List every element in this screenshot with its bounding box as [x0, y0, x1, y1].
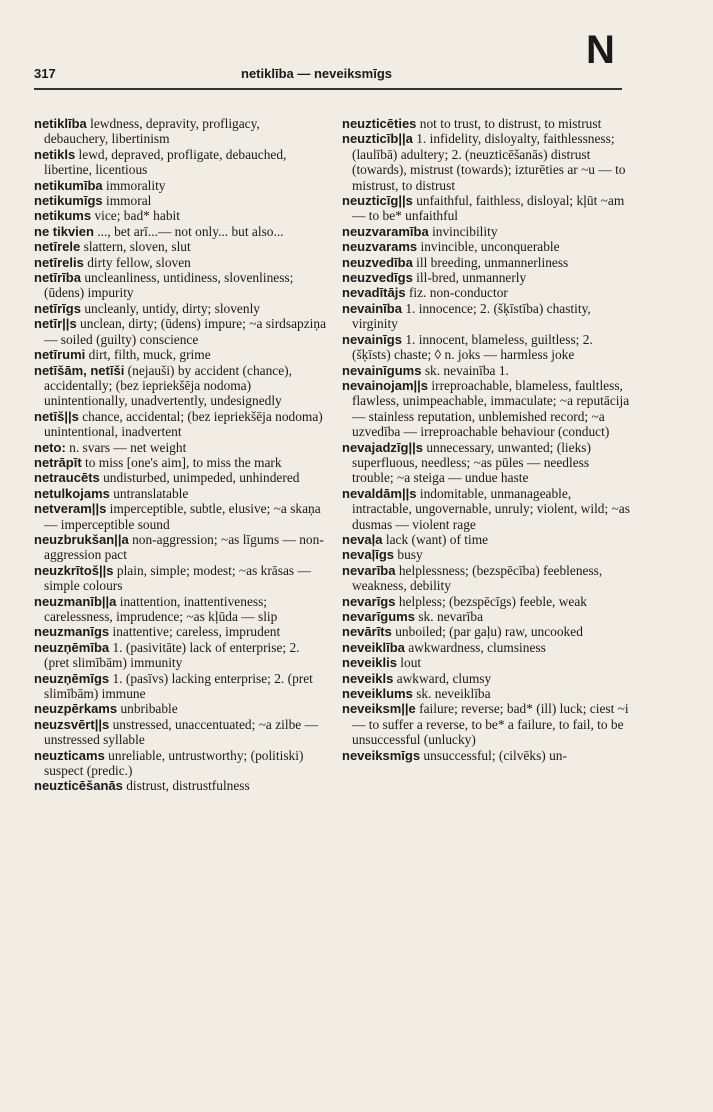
dictionary-entry: [34, 532, 326, 563]
entry-definition: helpless; (bezspēcīgs) feeble, weak: [398, 593, 587, 609]
entry-definition: invincible, unconquerable: [420, 239, 560, 255]
entry-definition: (nejauši) by accident (chance), accidentally; (bez iepriekšēja nodoma) unintentionally, unadvertently, undesignedly: [44, 362, 292, 409]
dictionary-entry: [34, 301, 326, 316]
entry-headword: netiklība: [34, 116, 87, 131]
dictionary-entry: [34, 116, 326, 147]
entry-definition: dirty fellow, sloven: [87, 254, 191, 270]
dictionary-entry: [342, 131, 632, 193]
dictionary-entry: [342, 255, 632, 270]
entry-headword: netulkojams: [34, 485, 110, 501]
dictionary-entry: [342, 609, 632, 624]
entry-headword: neuzticams: [34, 747, 105, 763]
dictionary-entry: [34, 440, 326, 455]
entry-definition: sk. neveiklība: [416, 686, 491, 702]
entry-definition: slattern, sloven, slut: [83, 239, 191, 255]
entry-definition: sk. nevarība: [418, 609, 484, 624]
dictionary-entry: [34, 193, 326, 208]
entry-definition: unboiled; (par gaļu) raw, uncooked: [395, 624, 583, 640]
section-letter: N: [586, 28, 615, 72]
dictionary-entry: [34, 147, 326, 178]
dictionary-entry: [34, 178, 326, 193]
dictionary-entry: [34, 316, 326, 347]
entry-headword: nevajadzīg||s: [342, 439, 423, 455]
entry-headword: neuzsvērt||s: [34, 716, 110, 732]
dictionary-entry: [34, 748, 326, 779]
entry-headword: neveikls: [342, 670, 394, 686]
entry-definition: sk. nevainība 1.: [424, 362, 509, 378]
dictionary-entry: [34, 270, 326, 301]
entry-headword: netikumīgs: [34, 193, 103, 209]
entry-headword: neuzticēties: [342, 116, 417, 131]
dictionary-entry: [342, 594, 632, 609]
dictionary-entry: [34, 640, 326, 671]
dictionary-entry: [342, 640, 632, 655]
entry-headword: netīrumi: [34, 347, 86, 363]
entry-definition: unbribable: [120, 701, 178, 717]
entry-headword: nevarīgums: [342, 609, 415, 624]
entry-definition: ..., bet arī...— not only... but also...: [97, 223, 284, 239]
entry-headword: netraucēts: [34, 470, 100, 486]
dictionary-entry: [342, 655, 632, 670]
entry-definition: undisturbed, unimpeded, unhindered: [103, 470, 300, 486]
dictionary-entry: [342, 486, 632, 532]
dictionary-entry: [34, 563, 326, 594]
entry-headword: neveiklis: [342, 655, 397, 671]
entry-definition: invincibility: [432, 223, 498, 239]
entry-headword: nevaļa: [342, 531, 383, 547]
entry-definition: vice; bad* habit: [94, 208, 180, 224]
entry-definition: fiz. non-conductor: [408, 285, 508, 301]
entry-headword: ne tikvien: [34, 223, 94, 239]
dictionary-entry: [34, 409, 326, 440]
entry-definition: awkward, clumsy: [396, 670, 492, 686]
entry-headword: nevainīgs: [342, 331, 402, 347]
dictionary-entry: [34, 778, 326, 793]
entry-headword: netikumība: [34, 177, 103, 193]
page-number: 317: [34, 66, 56, 81]
header-rule: [34, 88, 622, 90]
entry-definition: 1. innocence; 2. (šķīstība) chastity, virginity: [352, 300, 591, 332]
entry-headword: netīšām, netīši: [34, 362, 125, 378]
entry-definition: 1. (pasīvs) lacking enterprise; 2. (pret slimībām) immune: [44, 670, 313, 702]
dictionary-entry: [34, 594, 326, 625]
entry-headword: neveiklība: [342, 639, 405, 655]
entry-definition: n. svars — net weight: [69, 439, 187, 455]
entry-definition: uncleanliness, untidiness, slovenliness; (ūdens) impurity: [44, 270, 294, 301]
entry-headword: neuzpērkams: [34, 701, 118, 717]
dictionary-entry: [34, 624, 326, 639]
dictionary-entry: [34, 363, 326, 409]
entry-headword: netrāpīt: [34, 454, 82, 470]
entry-definition: 1. infidelity, disloyalty, faithlessness; (laulībā) adultery; 2. (neuzticēšanās) distrust (towards), mistrust (towards); izturēties ar ~u — to mistrust, to distrust: [352, 131, 626, 193]
entry-headword: neuzticēšanās: [34, 778, 123, 794]
entry-headword: netīrība: [34, 270, 81, 286]
entry-definition: unfaithful, faithless, disloyal; kļūt ~am — to be* unfaithful: [352, 193, 625, 224]
entry-headword: neuzbrukšan||a: [34, 531, 129, 547]
left-column: [34, 116, 326, 794]
dictionary-entry: [342, 285, 632, 300]
entry-headword: neuzvedīgs: [342, 270, 413, 286]
dictionary-entry: [342, 270, 632, 285]
dictionary-entry: [342, 116, 632, 131]
entry-definition: 1. (pasivitāte) lack of enterprise; 2. (pret slimībām) immunity: [44, 639, 300, 671]
entry-definition: unsuccessful; (cilvēks) un-: [423, 747, 567, 763]
entry-definition: uncleanly, untidy, dirty; slovenly: [84, 300, 260, 316]
dictionary-entry: [342, 686, 632, 701]
entry-headword: neuzvedība: [342, 254, 413, 270]
entry-definition: unreliable, untrustworthy; (politiski) suspect (predic.): [44, 747, 304, 779]
entry-headword: netīr||s: [34, 316, 77, 332]
entry-headword: netīrele: [34, 239, 81, 255]
entry-definition: awkwardness, clumsiness: [408, 639, 546, 655]
entry-definition: plain, simple; modest; ~as krāsas — simple colours: [44, 562, 311, 594]
entry-definition: inattentive; careless, imprudent: [112, 624, 281, 640]
entry-definition: unnecessary, unwanted; (lieks) superfluous, needless; ~as pūles — needless trouble; ~a steiga — undue haste: [352, 439, 591, 486]
dictionary-entry: [342, 624, 632, 639]
dictionary-entry: [342, 193, 632, 224]
entry-definition: lout: [400, 655, 422, 671]
dictionary-entry: [34, 486, 326, 501]
dictionary-entry: [34, 455, 326, 470]
dictionary-entry: [342, 440, 632, 486]
entry-headword: neuzvaramība: [342, 223, 429, 239]
dictionary-entry: [34, 208, 326, 223]
entry-headword: nevarīgs: [342, 593, 396, 609]
entry-headword: neuzticīg||s: [342, 193, 413, 209]
entry-headword: neuzkrītoš||s: [34, 562, 114, 578]
entry-headword: neveiksmīgs: [342, 747, 421, 763]
entry-headword: netīrelis: [34, 254, 84, 270]
entry-headword: netveram||s: [34, 501, 107, 517]
entry-headword: neveiksm||e: [342, 701, 416, 717]
running-head: netiklība — neveiksmīgs: [241, 66, 393, 81]
dictionary-entry: [34, 501, 326, 532]
entry-headword: neuzņēmība: [34, 639, 110, 655]
dictionary-entry: [342, 563, 632, 594]
entry-headword: neuzticīb||a: [342, 131, 413, 147]
dictionary-entry: [34, 717, 326, 748]
dictionary-entry: [342, 671, 632, 686]
entry-definition: unclean, dirty; (ūdens) impure; ~a sirdsapziņa — soiled (guilty) conscience: [44, 316, 327, 347]
entry-definition: failure; reverse; bad* (ill) luck; ciest ~i — to suffer a reverse, to be* a failure, to fail, to be unsuccessful (unlucky): [352, 701, 629, 748]
entry-headword: netīrīgs: [34, 300, 81, 316]
entry-headword: nevadītājs: [342, 285, 406, 301]
dictionary-entry: [34, 671, 326, 702]
entry-definition: dirt, filth, muck, grime: [88, 347, 211, 363]
entry-definition: indomitable, unmanageable, intractable, ungovernable, unruly; violent, wild; ~as dusmas — violent rage: [352, 485, 630, 532]
entry-definition: ill-bred, unmannerly: [416, 270, 527, 286]
dictionary-entry: [34, 239, 326, 254]
entry-definition: inattention, inattentiveness; carelessness, imprudence; ~as kļūda — slip: [44, 593, 278, 624]
dictionary-entry: [342, 748, 632, 763]
dictionary-entry: [342, 239, 632, 254]
dictionary-entry: [342, 378, 632, 440]
entry-headword: neveiklums: [342, 686, 413, 702]
right-column: [342, 116, 632, 763]
dictionary-entry: [34, 224, 326, 239]
entry-definition: helplessness; (bezspēcība) feebleness, weakness, debility: [352, 562, 603, 594]
entry-definition: immorality: [105, 177, 166, 193]
entry-headword: netīš||s: [34, 408, 79, 424]
dictionary-entry: [34, 470, 326, 485]
dictionary-entry: [342, 532, 632, 547]
dictionary-entry: [34, 255, 326, 270]
dictionary-entry: [34, 347, 326, 362]
entry-headword: neto:: [34, 439, 66, 455]
entry-headword: nevainība: [342, 300, 402, 316]
entry-headword: nevārīts: [342, 624, 392, 640]
entry-definition: ill breeding, unmannerliness: [416, 254, 569, 270]
entry-definition: immoral: [105, 193, 152, 209]
entry-definition: to miss [one's aim], to miss the mark: [85, 454, 282, 470]
entry-headword: nevaļīgs: [342, 547, 395, 563]
entry-definition: not to trust, to distrust, to mistrust: [419, 116, 602, 131]
dictionary-entry: [342, 332, 632, 363]
entry-headword: neuzņēmīgs: [34, 670, 110, 686]
entry-definition: distrust, distrustfulness: [126, 778, 250, 794]
dictionary-entry: [342, 547, 632, 562]
page-header: [34, 28, 684, 88]
entry-headword: neuzvarams: [342, 239, 418, 255]
entry-definition: untranslatable: [113, 485, 189, 501]
dictionary-entry: [342, 701, 632, 747]
entry-definition: 1. innocent, blameless, guiltless; 2. (šķīsts) chaste; ◊ n. joks — harmless joke: [352, 331, 593, 363]
entry-headword: nevainīgums: [342, 362, 422, 378]
entry-headword: nevaldām||s: [342, 485, 417, 501]
entry-definition: lewdness, depravity, profligacy, debauchery, libertinism: [44, 116, 260, 147]
dictionary-entry: [34, 701, 326, 716]
dictionary-entry: [342, 363, 632, 378]
entry-definition: lack (want) of time: [385, 531, 489, 547]
entry-definition: imperceptible, subtle, elusive; ~a skaņa — imperceptible sound: [44, 501, 321, 532]
entry-headword: netikls: [34, 146, 76, 162]
entry-headword: nevainojam||s: [342, 377, 429, 393]
entry-headword: nevarība: [342, 562, 396, 578]
dictionary-entry: [342, 224, 632, 239]
entry-definition: busy: [397, 547, 423, 563]
entry-headword: netikums: [34, 208, 92, 224]
entry-definition: chance, accidental; (bez iepriekšēja nodoma) unintentional, inadvertent: [44, 408, 323, 440]
entry-headword: neuzmanīb||a: [34, 593, 117, 609]
entry-definition: non-aggression; ~as līgums — non-aggression pact: [44, 531, 324, 563]
entry-definition: irreproachable, blameless, faultless, flawless, unimpeachable, immaculate; ~a reputācija — stainless reputation, unblemished record; ~a uzvedība — irreproachable behaviour (conduct): [352, 377, 630, 440]
dictionary-entry: [342, 301, 632, 332]
entry-definition: lewd, depraved, profligate, debauched, libertine, licentious: [44, 146, 287, 178]
entry-definition: unstressed, unaccentuated; ~a zilbe — unstressed syllable: [44, 716, 318, 748]
entry-headword: neuzmanīgs: [34, 624, 110, 640]
